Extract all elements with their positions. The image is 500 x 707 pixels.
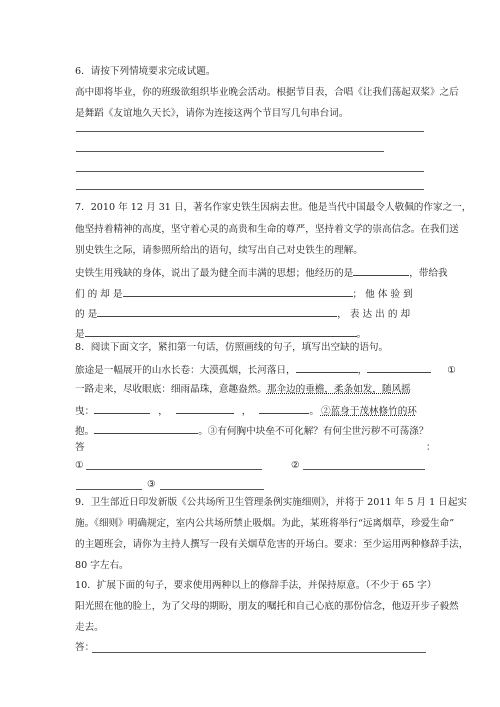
q9-line-4: 80 字左右。 bbox=[75, 560, 129, 571]
q8-answer-line-3b[interactable] bbox=[160, 489, 264, 490]
q8-line-2-comma: ， bbox=[357, 365, 368, 376]
q8-line-4-text: 曳： bbox=[75, 406, 95, 417]
q8-answer-line-2[interactable] bbox=[303, 469, 425, 470]
q8-answer-mark-1: ① bbox=[75, 460, 84, 471]
q7-line-5 bbox=[75, 287, 413, 301]
q8-underlined-example: 那伞边的垂檐，柔条如发，随风摇 bbox=[266, 384, 411, 395]
q6-answer-line-1[interactable] bbox=[76, 131, 424, 132]
q7-line-1: 7．2010 年 12 月 31 日，著名作家史铁生因病去世。他是当代中国最令人敬佩的作家之一， bbox=[75, 202, 472, 213]
q8-line-5 bbox=[75, 424, 428, 438]
q6-title: 6．请按下列情境要求完成试题。 bbox=[75, 66, 216, 77]
q8-line-3-text: 一路走来，尽收眼底：细雨晶珠，意趣盎然。 bbox=[75, 384, 267, 395]
q9-line-3: 的主题班会，请你为主持人撰写一段有关烟草危害的开场白。要求：至少运用两种修辞手法， bbox=[75, 539, 469, 550]
q8-blank-1[interactable] bbox=[296, 363, 358, 373]
q6-answer-line-4[interactable] bbox=[76, 189, 424, 190]
q8-line-2-text: 旅途是一幅展开的山水长卷：大漠孤烟，长河落日， bbox=[75, 365, 296, 376]
q7-line-4-text: 史铁生用残缺的身体，说出了最为健全而丰满的思想；他经历的是 bbox=[75, 268, 354, 279]
q8-title: 8．阅读下面文字，紧扣第一句话，仿照画线的句子，填写出空缺的语句。 bbox=[75, 342, 389, 353]
q8-blank-5[interactable] bbox=[259, 404, 309, 414]
q8-line-4-comma-1: ， bbox=[158, 406, 168, 417]
q7-line-4 bbox=[75, 266, 448, 280]
q6-answer-line-2[interactable] bbox=[76, 151, 384, 152]
q7-blank-2[interactable] bbox=[123, 287, 353, 297]
q8-blank-4[interactable] bbox=[176, 404, 234, 414]
q8-line-3 bbox=[75, 384, 411, 396]
q7-line-7 bbox=[75, 327, 366, 341]
q7-blank-3[interactable] bbox=[97, 307, 337, 317]
q7-line-6-text: 的 是 bbox=[75, 309, 98, 320]
q7-line-6 bbox=[75, 307, 410, 321]
q8-blank-6[interactable] bbox=[94, 424, 198, 434]
q7-blank-1[interactable] bbox=[353, 266, 409, 276]
q6-body-line-2: 是舞蹈《友谊地久天长》，请你为连接这两个节目写几句串台词。 bbox=[75, 108, 349, 119]
q8-line-5-end: 。③有何胸中块垒不可化解？有何尘世污秽不可荡涤？ bbox=[198, 426, 429, 437]
q8-mark-1: ① bbox=[447, 365, 456, 376]
q10-title: 10．扩展下面的句子，要求使用两种以上的修辞手法，并保持原意。（不少于 65 字） bbox=[75, 580, 437, 591]
q8-answer-line-3a[interactable] bbox=[76, 489, 142, 490]
q7-blank-4[interactable] bbox=[85, 327, 357, 337]
q6-answer-line-3[interactable] bbox=[76, 171, 424, 172]
q7-line-5-end: ； 他 体 验 到 bbox=[352, 289, 413, 300]
q7-line-3: 别史铁生之际，请参照所给出的语句，续写出自己对史铁生的理解。 bbox=[75, 245, 363, 256]
q9-line-2: 施。《细则》明确规定，室内公共场所禁止吸烟。为此，某班将举行“远离烟草，珍爱生命” bbox=[75, 518, 455, 529]
q7-line-4-end: ，带给我 bbox=[409, 268, 448, 279]
q7-line-6-end: ， 表 达 出 的 却 bbox=[337, 309, 411, 320]
q8-line-5-text: 抱。 bbox=[75, 426, 95, 437]
q10-line-3: 走去。 bbox=[75, 622, 104, 633]
q8-underlined-example-2: ②蓝身于茂林修竹的环 bbox=[320, 406, 417, 417]
q9-line-1: 9．卫生部近日印发新版《公共场所卫生管理条例实施细则》，并将于 2011 年 5 月 1 日起实 bbox=[75, 497, 468, 508]
q7-line-5-text: 们 的 却 是 bbox=[75, 289, 123, 300]
q8-answer-label: 答 bbox=[75, 442, 85, 453]
q10-answer-line[interactable] bbox=[92, 652, 426, 653]
q8-answer-mark-3: ③ bbox=[147, 479, 156, 490]
q10-answer-label: 答： bbox=[75, 642, 95, 653]
q8-answer-colon: ： bbox=[426, 442, 436, 453]
q7-line-7-text: 是 bbox=[75, 329, 85, 340]
q7-line-7-end: 。 bbox=[356, 329, 367, 340]
q8-blank-2[interactable] bbox=[367, 363, 431, 373]
q8-line-4-comma-2: ， bbox=[241, 406, 252, 417]
q7-line-2: 他坚持着精神的高度，坚守着心灵的高贵和生命的尊严，坚持着文学的崇高信念。在我们送 bbox=[75, 224, 459, 235]
q8-answer-mark-2: ② bbox=[291, 460, 300, 471]
q8-answer-line-1[interactable] bbox=[86, 469, 262, 470]
q8-line-2 bbox=[75, 363, 456, 377]
q10-line-2: 阳光照在他的脸上，为了父母的期盼，朋友的嘱托和自己心底的那份信念，他迈开步子毅然 bbox=[75, 601, 459, 612]
q8-line-4 bbox=[75, 404, 417, 418]
q6-body-line-1: 高中即将毕业，你的班级欲组织毕业晚会活动。根据节目表，合唱《让我们荡起双桨》之后 bbox=[75, 87, 459, 98]
q8-blank-3[interactable] bbox=[94, 404, 150, 414]
q8-line-4-period: 。 bbox=[309, 406, 319, 417]
